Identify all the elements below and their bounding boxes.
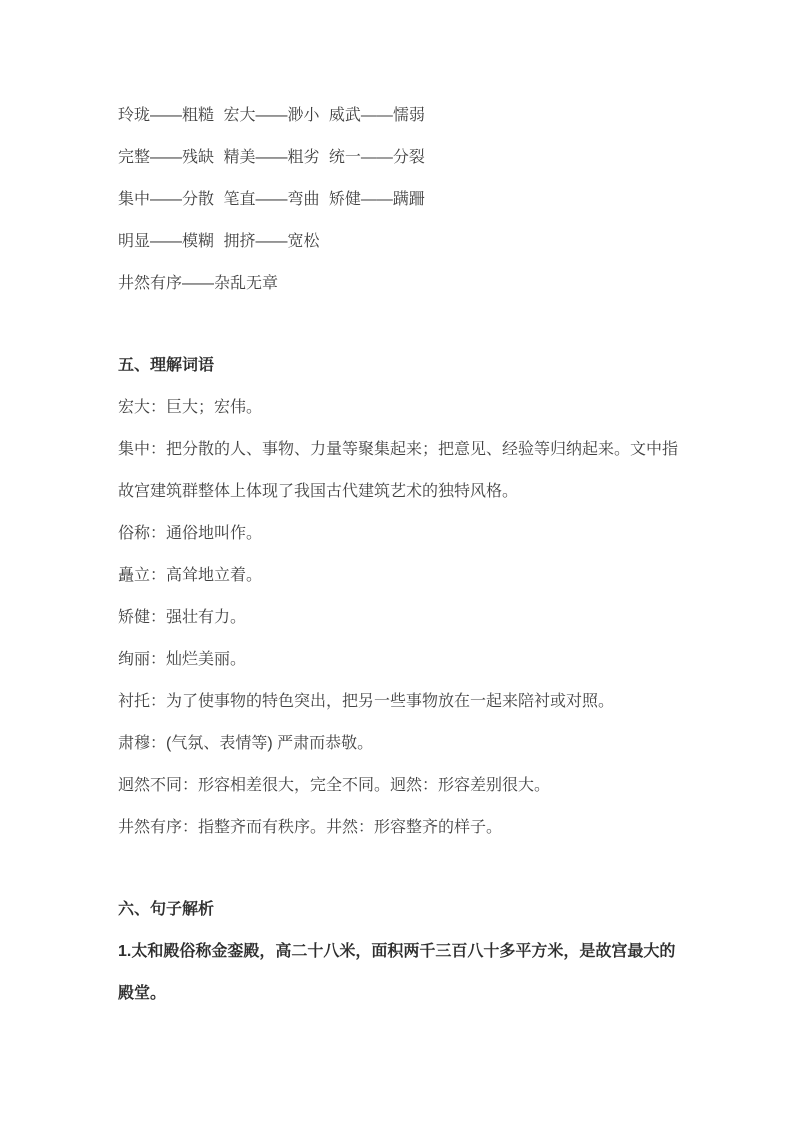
definition-line: 绚丽：灿烂美丽。 [118, 651, 247, 668]
section-sentence-analysis [118, 889, 680, 1015]
definition-line: 俗称：通俗地叫作。 [118, 525, 263, 542]
definition-line: 矫健：强壮有力。 [118, 609, 247, 626]
antonym-line: 明显——模糊 拥挤——宽松 [118, 233, 320, 250]
antonyms-section [118, 95, 680, 305]
antonym-line: 完整——残缺 精美——粗劣 统一——分裂 [118, 149, 425, 166]
antonym-line: 玲珑——粗糙 宏大——渺小 威武——懦弱 [118, 107, 425, 124]
definition-line: 迥然不同：形容相差很大，完全不同。迥然：形容差别很大。 [118, 777, 551, 794]
section-six-heading: 六、句子解析 [118, 901, 215, 918]
definition-line: 集中：把分散的人、事物、力量等聚集起来；把意见、经验等归纳起来。文中指故宫建筑群整体上体现了我国古代建筑艺术的独特风格。 [118, 441, 679, 500]
antonym-line: 井然有序——杂乱无章 [118, 275, 279, 292]
analyzed-sentence: 1.太和殿俗称金銮殿，高二十八米，面积两千三百八十多平方米，是故宫最大的殿堂。 [118, 943, 676, 1002]
definition-line: 井然有序：指整齐而有秩序。井然：形容整齐的样子。 [118, 819, 503, 836]
document-content [118, 95, 680, 1015]
section-understand-words [118, 345, 680, 849]
section-five-heading: 五、理解词语 [118, 357, 215, 374]
antonym-line: 集中——分散 笔直——弯曲 矫健——蹒跚 [118, 191, 425, 208]
definition-line: 衬托：为了使事物的特色突出，把另一些事物放在一起来陪衬或对照。 [118, 693, 615, 710]
definition-line: 宏大：巨大；宏伟。 [118, 399, 263, 416]
definition-line: 肃穆：(气氛、表情等) 严肃而恭敬。 [118, 735, 374, 752]
definition-line: 矗立：高耸地立着。 [118, 567, 263, 584]
